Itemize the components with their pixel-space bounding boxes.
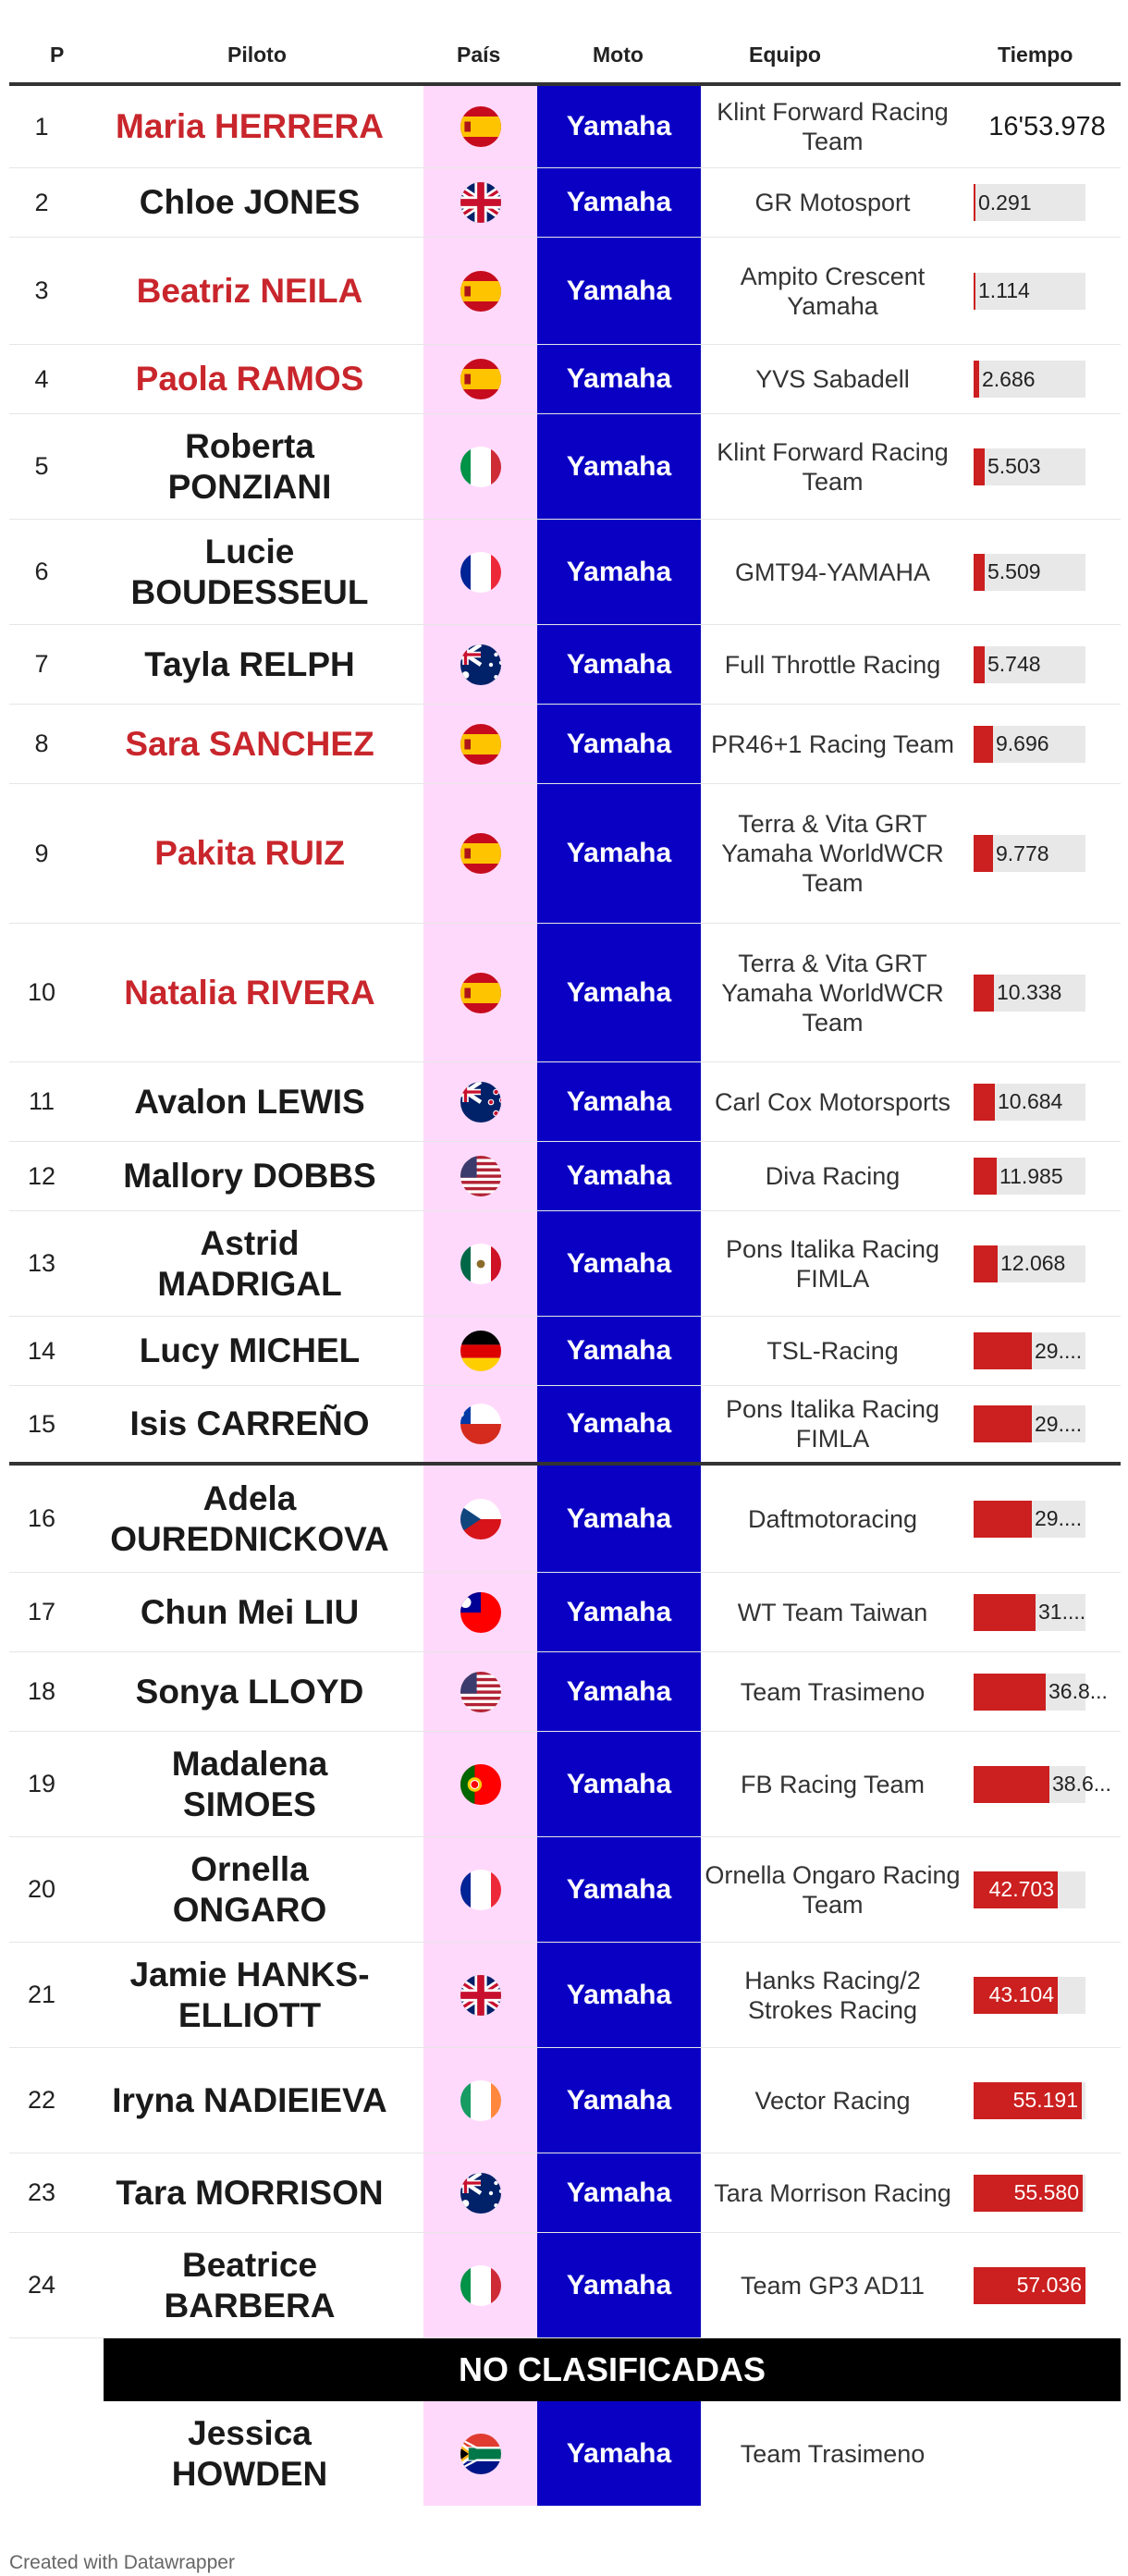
- bike-cell: Yamaha: [537, 1211, 701, 1316]
- header-country[interactable]: País: [457, 43, 501, 67]
- flag-us-icon: [460, 1672, 501, 1712]
- bike-cell: Yamaha: [537, 1732, 701, 1836]
- table-row: [9, 414, 1121, 520]
- time-cell: [974, 924, 1121, 1061]
- bike-cell: Yamaha: [537, 1652, 701, 1731]
- position-cell: 22: [27, 2086, 56, 2114]
- position-cell: 3: [34, 276, 49, 304]
- time-cell: [974, 625, 1121, 704]
- team-cell: Pons Italika Racing FIMLA: [725, 1395, 940, 1453]
- position-cell: 17: [27, 1598, 56, 1625]
- time-bar: [974, 1594, 1036, 1631]
- bike-cell: Yamaha: [537, 168, 701, 237]
- table-row: [9, 1573, 1121, 1652]
- time-cell: [974, 2048, 1121, 2153]
- rider-name: Roberta PONZIANI: [167, 426, 332, 506]
- flag-au-icon: [460, 2173, 501, 2214]
- country-cell: [423, 168, 537, 237]
- team-cell: Team Trasimeno: [740, 2439, 926, 2468]
- country-cell: [423, 2153, 537, 2232]
- team-cell: Team GP3 AD11: [740, 2271, 926, 2300]
- winner-time: 16'53.978: [988, 111, 1106, 141]
- header-time[interactable]: Tiempo: [998, 43, 1073, 67]
- time-cell: [974, 1652, 1121, 1731]
- rider-name: Jessica HOWDEN: [171, 2413, 328, 2493]
- time-label: 9.778: [996, 840, 1049, 865]
- time-bar-track: [974, 1405, 1085, 1442]
- team-cell: Terra & Vita GRT Yamaha WorldWCR Team: [721, 810, 944, 897]
- rider-name: Avalon LEWIS: [134, 1082, 365, 1121]
- time-label: 43.104: [988, 1982, 1054, 2006]
- flag-es-icon: [460, 833, 501, 874]
- time-label: 36.8...: [1048, 1679, 1108, 1703]
- position-cell: 2: [34, 188, 49, 216]
- time-label: 9.696: [996, 731, 1049, 755]
- bike-cell: Yamaha: [537, 2233, 701, 2337]
- table-header: [9, 0, 1121, 86]
- team-cell: Ornella Ongaro Racing Team: [705, 1860, 961, 1919]
- table-row: [9, 625, 1121, 705]
- country-cell: [423, 2401, 537, 2506]
- country-cell: [423, 1573, 537, 1651]
- time-cell: [974, 1732, 1121, 1836]
- position-cell: 11: [28, 1087, 55, 1115]
- team-cell: Carl Cox Motorsports: [714, 1087, 951, 1116]
- table-row: [9, 1466, 1121, 1573]
- time-label: 5.503: [987, 454, 1041, 478]
- country-cell: [423, 924, 537, 1061]
- position-cell: 12: [27, 1161, 56, 1190]
- flag-es-icon: [460, 106, 501, 147]
- table-row: [9, 2233, 1121, 2338]
- time-label: 0.291: [978, 190, 1032, 215]
- team-cell: FB Racing Team: [740, 1770, 926, 1798]
- time-bar-track: [974, 835, 1085, 872]
- header-position[interactable]: P: [50, 43, 65, 67]
- flag-gb-icon: [460, 1975, 501, 2016]
- country-cell: [423, 238, 537, 344]
- time-cell: [974, 86, 1121, 167]
- table-row: [9, 1732, 1121, 1837]
- country-cell: [423, 520, 537, 624]
- position-cell: 6: [34, 558, 49, 585]
- bike-cell: Yamaha: [537, 414, 701, 519]
- time-bar: [974, 361, 979, 398]
- table-row: [9, 2401, 1121, 2506]
- flag-it-icon: [460, 447, 501, 487]
- time-cell: [974, 345, 1121, 413]
- flag-tw-icon: [460, 1592, 501, 1633]
- country-cell: [423, 1732, 537, 1836]
- time-cell: [974, 168, 1121, 237]
- time-cell: [974, 1386, 1121, 1462]
- time-label: 11.985: [999, 1163, 1063, 1188]
- time-bar-track: [974, 2082, 1085, 2119]
- position-cell: 21: [27, 1981, 56, 2008]
- rider-name: Natalia RIVERA: [124, 973, 375, 1012]
- header-bike[interactable]: Moto: [593, 43, 644, 67]
- bike-cell: Yamaha: [537, 1386, 701, 1462]
- table-row: [9, 1142, 1121, 1211]
- flag-nz-icon: [460, 1082, 501, 1122]
- time-bar: [974, 1766, 1049, 1803]
- time-label: 5.748: [987, 652, 1041, 676]
- flag-es-icon: [460, 271, 501, 312]
- time-bar-track: [974, 1501, 1085, 1538]
- header-rider[interactable]: Piloto: [227, 43, 287, 67]
- bike-cell: Yamaha: [537, 1943, 701, 2047]
- bike-cell: Yamaha: [537, 784, 701, 923]
- time-cell: [974, 1943, 1121, 2047]
- time-bar-track: [974, 184, 1085, 221]
- time-cell: [974, 238, 1121, 344]
- time-bar: [974, 1501, 1032, 1538]
- position-cell: 19: [27, 1770, 56, 1797]
- table-row: [9, 86, 1121, 168]
- credit-text: Created with Datawrapper: [9, 2552, 235, 2573]
- table-row: [9, 520, 1121, 625]
- time-bar-track: [974, 1332, 1085, 1369]
- position-cell: 4: [34, 364, 49, 393]
- flag-au-icon: [460, 644, 501, 685]
- position-cell: 16: [27, 1504, 56, 1532]
- time-label: 10.684: [998, 1089, 1063, 1113]
- team-cell: Daftmotoracing: [747, 1504, 918, 1533]
- time-label: 57.036: [1016, 2273, 1082, 2297]
- time-bar: [974, 1084, 995, 1121]
- table-row: [9, 784, 1121, 924]
- time-cell: [974, 705, 1121, 783]
- team-cell: Full Throttle Racing: [724, 650, 941, 679]
- table-row: [9, 924, 1121, 1062]
- country-cell: [423, 345, 537, 413]
- time-bar-track: [974, 273, 1085, 310]
- time-cell: [974, 1062, 1121, 1141]
- position-cell: 9: [34, 839, 49, 867]
- rider-name: Beatrice BARBERA: [164, 2245, 336, 2325]
- country-cell: [423, 1943, 537, 2047]
- bike-cell: Yamaha: [537, 625, 701, 704]
- rider-name: Lucie BOUDESSEUL: [130, 532, 369, 611]
- time-bar-track: [974, 1674, 1108, 1711]
- bike-cell: Yamaha: [537, 1837, 701, 1942]
- rider-name: Madalena SIMOES: [171, 1744, 328, 1823]
- time-bar-track: [974, 726, 1085, 763]
- country-cell: [423, 1386, 537, 1462]
- header-team[interactable]: Equipo: [749, 43, 821, 67]
- rider-name: Jamie HANKS-ELLIOTT: [129, 1955, 370, 2034]
- country-cell: [423, 1837, 537, 1942]
- team-cell: Diva Racing: [765, 1162, 901, 1190]
- time-bar-track: [974, 1084, 1085, 1121]
- rider-name: Ornella ONGARO: [172, 1849, 327, 1929]
- flag-de-icon: [460, 1331, 501, 1371]
- flag-es-icon: [460, 724, 501, 765]
- rider-name: Chun Mei LIU: [140, 1592, 360, 1631]
- position-cell: 10: [27, 978, 56, 1006]
- rider-name: Iryna NADIEIEVA: [112, 2080, 387, 2119]
- table-body: [9, 86, 1121, 2506]
- time-bar: [974, 184, 975, 221]
- position-cell: 13: [27, 1249, 56, 1277]
- flag-us-icon: [460, 1156, 501, 1196]
- country-cell: [423, 784, 537, 923]
- flag-pt-icon: [460, 1764, 501, 1805]
- flag-fr-icon: [460, 552, 501, 593]
- position-cell: 24: [27, 2271, 56, 2299]
- rider-name: Sonya LLOYD: [135, 1672, 364, 1711]
- team-cell: Klint Forward Racing Team: [717, 437, 949, 496]
- time-bar: [974, 1158, 997, 1195]
- rider-name: Mallory DOBBS: [123, 1157, 376, 1195]
- flag-mx-icon: [460, 1244, 501, 1284]
- position-cell: 1: [34, 112, 49, 141]
- bike-cell: Yamaha: [537, 1466, 701, 1572]
- team-cell: YVS Sabadell: [755, 365, 910, 393]
- time-cell: [974, 2233, 1121, 2337]
- time-cell: [974, 1317, 1121, 1385]
- table-row: [9, 1062, 1121, 1142]
- time-bar-track: [974, 554, 1085, 591]
- table-row: [9, 1211, 1121, 1317]
- time-bar-track: [974, 1158, 1085, 1195]
- bike-cell: Yamaha: [537, 345, 701, 413]
- time-bar: [974, 554, 985, 591]
- position-cell: 23: [27, 2178, 56, 2206]
- country-cell: [423, 1466, 537, 1572]
- table-row: [9, 705, 1121, 784]
- flag-cl-icon: [460, 1404, 501, 1444]
- time-bar: [974, 1674, 1046, 1711]
- results-table: [9, 0, 1121, 2506]
- table-row: [9, 1317, 1121, 1386]
- rider-name: Maria HERRERA: [116, 107, 384, 145]
- bike-cell: Yamaha: [537, 924, 701, 1061]
- time-bar-track: [974, 1594, 1085, 1631]
- flag-za-icon: [460, 2434, 501, 2474]
- time-label: 42.703: [988, 1877, 1054, 1901]
- team-cell: Hanks Racing/2 Strokes Racing: [744, 1966, 921, 2024]
- time-bar: [974, 1405, 1032, 1442]
- bike-cell: Yamaha: [537, 86, 701, 167]
- time-cell: [974, 1211, 1121, 1316]
- team-cell: GMT94-YAMAHA: [734, 558, 931, 586]
- team-cell: Pons Italika Racing FIMLA: [725, 1234, 940, 1293]
- time-bar-track: [974, 361, 1085, 398]
- time-bar: [974, 448, 985, 485]
- table-row: [9, 1652, 1121, 1732]
- time-cell: [974, 414, 1121, 519]
- table-row: [9, 2048, 1121, 2153]
- position-cell: 7: [34, 650, 49, 678]
- time-label: 31....: [1038, 1600, 1086, 1624]
- time-bar: [974, 835, 993, 872]
- time-cell: [974, 2401, 1121, 2506]
- country-cell: [423, 2048, 537, 2153]
- country-cell: [423, 705, 537, 783]
- time-cell: [974, 1837, 1121, 1942]
- flag-ie-icon: [460, 2080, 501, 2121]
- time-bar-track: [974, 1977, 1085, 2014]
- team-cell: Team Trasimeno: [740, 1677, 926, 1706]
- rider-name: Tara MORRISON: [116, 2173, 384, 2212]
- country-cell: [423, 1652, 537, 1731]
- rider-name: Isis CARREÑO: [129, 1405, 370, 1442]
- rider-name: Lucy MICHEL: [139, 1331, 361, 1369]
- time-label: 12.068: [1000, 1251, 1066, 1275]
- rider-name: Astrid MADRIGAL: [157, 1223, 342, 1303]
- time-label: 29....: [1035, 1338, 1083, 1363]
- time-bar: [974, 726, 993, 763]
- time-bar-track: [974, 1871, 1085, 1908]
- flag-gb-icon: [460, 182, 501, 223]
- rider-name: Adela OUREDNICKOVA: [110, 1478, 389, 1558]
- team-cell: GR Motosport: [754, 189, 911, 216]
- position-cell: 15: [27, 1409, 56, 1438]
- bike-cell: Yamaha: [537, 2401, 701, 2506]
- time-bar-track: [974, 1245, 1085, 1282]
- time-label: 38.6...: [1052, 1772, 1111, 1796]
- rider-name: Beatriz NEILA: [136, 271, 363, 310]
- bike-cell: Yamaha: [537, 2048, 701, 2153]
- bike-cell: Yamaha: [537, 705, 701, 783]
- position-cell: [9, 2401, 74, 2506]
- country-cell: [423, 86, 537, 167]
- bike-cell: Yamaha: [537, 1317, 701, 1385]
- rider-name: Paola RAMOS: [135, 360, 364, 398]
- table-row: [9, 345, 1121, 414]
- time-label: 55.580: [1013, 2180, 1079, 2204]
- rider-name: Sara SANCHEZ: [125, 724, 374, 763]
- team-cell: Ampito Crescent Yamaha: [740, 262, 926, 320]
- time-bar-track: [974, 975, 1085, 1012]
- table-row: [9, 2153, 1121, 2233]
- table-row: [9, 1837, 1121, 1943]
- team-cell: WT Team Taiwan: [737, 1598, 928, 1626]
- flag-es-icon: [460, 359, 501, 399]
- time-bar: [974, 1245, 998, 1282]
- flag-fr-icon: [460, 1870, 501, 1910]
- time-bar: [974, 646, 985, 683]
- not-classified-banner: NO CLASIFICADAS: [104, 2338, 1121, 2401]
- bike-cell: Yamaha: [537, 520, 701, 624]
- country-cell: [423, 1142, 537, 1210]
- team-cell: Klint Forward Racing Team: [717, 98, 949, 155]
- table-row: [9, 238, 1121, 345]
- country-cell: [423, 414, 537, 519]
- bike-cell: Yamaha: [537, 2153, 701, 2232]
- time-label: 1.114: [978, 278, 1030, 302]
- bike-cell: Yamaha: [537, 1573, 701, 1651]
- team-cell: Terra & Vita GRT Yamaha WorldWCR Team: [721, 949, 944, 1037]
- bike-cell: Yamaha: [537, 238, 701, 344]
- position-cell: 20: [27, 1875, 56, 1903]
- table-row: [9, 168, 1121, 238]
- time-bar: [974, 975, 994, 1012]
- not-classified-row: [9, 2338, 1121, 2401]
- time-label: 10.338: [997, 980, 1062, 1004]
- time-label: 29....: [1035, 1411, 1083, 1436]
- time-cell: [974, 1573, 1121, 1651]
- time-cell: [974, 1142, 1121, 1210]
- country-cell: [423, 1062, 537, 1141]
- flag-cz-icon: [460, 1499, 501, 1539]
- flag-es-icon: [460, 973, 501, 1013]
- team-cell: PR46+1 Racing Team: [711, 730, 954, 758]
- time-label: 29....: [1035, 1506, 1083, 1530]
- country-cell: [423, 1317, 537, 1385]
- time-bar: [974, 1332, 1032, 1369]
- time-cell: [974, 2153, 1121, 2232]
- bike-cell: Yamaha: [537, 1142, 701, 1210]
- time-label: 2.686: [982, 366, 1036, 391]
- time-cell: [974, 520, 1121, 624]
- time-bar-track: [974, 448, 1085, 485]
- position-cell: 8: [34, 730, 49, 757]
- position-cell: 14: [27, 1336, 56, 1365]
- table-row: [9, 1943, 1121, 2048]
- bike-cell: Yamaha: [537, 1062, 701, 1141]
- rider-name: Tayla RELPH: [144, 644, 355, 683]
- team-cell: Vector Racing: [754, 2086, 911, 2115]
- rider-name: Pakita RUIZ: [154, 834, 345, 872]
- time-bar-track: [974, 646, 1085, 683]
- country-cell: [423, 2233, 537, 2337]
- time-bar-track: [974, 1766, 1111, 1803]
- country-cell: [423, 625, 537, 704]
- country-cell: [423, 1211, 537, 1316]
- time-label: 5.509: [987, 559, 1041, 583]
- table-row: [9, 1386, 1121, 1466]
- time-bar-track: [974, 2267, 1085, 2304]
- time-bar: [974, 273, 975, 310]
- time-cell: [974, 784, 1121, 923]
- team-cell: TSL-Racing: [766, 1337, 899, 1365]
- team-cell: Tara Morrison Racing: [714, 2178, 951, 2207]
- time-bar-track: [974, 2175, 1085, 2212]
- rider-name: Chloe JONES: [139, 183, 361, 221]
- position-cell: 5: [34, 452, 49, 480]
- time-cell: [974, 1466, 1121, 1572]
- flag-it-icon: [460, 2265, 501, 2306]
- position-cell: 18: [27, 1677, 56, 1705]
- time-label: 55.191: [1012, 2088, 1078, 2112]
